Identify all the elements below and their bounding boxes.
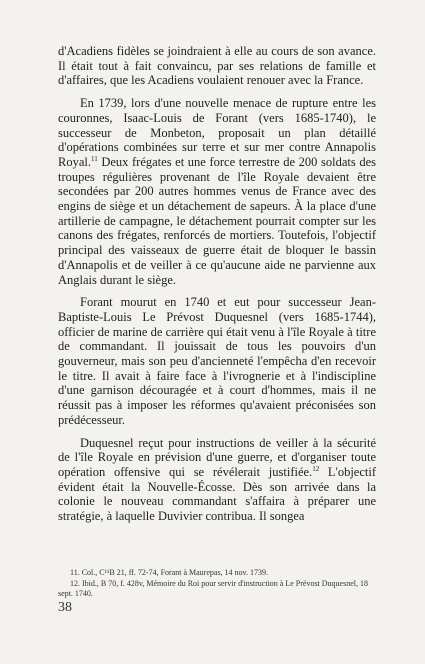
page-number: 38 — [58, 600, 72, 615]
paragraph-2 — [58, 96, 376, 287]
paragraph-4-rest: L'objectif évident était la Nouvelle-Écosse. Dès son arrivée dans la colonie le nouveau commandant s'affaira à préparer une stratégie, à laquelle Duvivier contribua. Il songea — [58, 464, 376, 524]
paragraph-2-rest: Deux frégates et une force terrestre de 200 soldats des troupes régulières provenant de l'île Royale devaient être secondées par 200 autres hommes venus de France avec des engins de siège et un détachement de sapeurs. À la place d'une artillerie de campagne, le détachement pourrait compter sur les canons des frégates, renforcés de mortiers. Toutefois, l'objectif principal des vaisseaux de guerre était de bloquer le bassin d'Annapolis et de veiller à ce qu'aucune aide ne parvienne aux Anglais durant le siège. — [58, 154, 376, 287]
paragraph-3-text: Forant mourut en 1740 et eut pour successeur Jean-Baptiste-Louis Le Prévost Duquesnel (vers 1685-1744), officier de marine de carrière qui était venu à l'île Royale à titre de commandant. Il jouissait de tous les pouvoirs d'un gouverneur, mais son peu d'ancienneté l'empêcha d'en recevoir le titre. Il avait à faire face à l'ivrognerie et à l'indiscipline d'une garnison découragée et à court d'hommes, mais il ne réussit pas à imposer les réformes qu'avaient préconisées son prédécesseur. — [58, 295, 376, 427]
paragraph-4 — [58, 436, 376, 524]
footnotes — [58, 568, 376, 600]
paragraph-2-text: En 1739, lors d'une nouvelle menace de rupture entre les couronnes, Isaac-Louis de Forant (vers 1685-1740), le successeur de Monbeton, proposait un plan détaillé d'opérations combinées sur terre et sur mer contre Annapolis Royal. — [58, 96, 376, 169]
footnote-ref-12[interactable]: 12 — [312, 464, 320, 473]
paragraph-4-text: Duquesnel reçut pour instructions de veiller à la sécurité de l'île Royale en prévision d'une guerre, et d'organiser toute opération offensive qui se révélerait justifiée. — [58, 435, 376, 479]
paragraph-3 — [58, 295, 376, 427]
footnote-11: 11. Col., C¹¹B 21, ff. 72-74, Forant à Maurepas, 14 nov. 1739. — [70, 568, 269, 577]
paragraph-1 — [58, 44, 376, 88]
page-body — [58, 44, 376, 532]
paragraph-1-text: d'Acadiens fidèles se joindraient à elle au cours de son avance. Il était tout à fait convaincu, par ses relations de famille et d'affaires, que les Acadiens voulaient renouer avec la France. — [58, 44, 376, 88]
footnote-ref-11[interactable]: 11 — [90, 154, 98, 163]
footnote-12: 12. Ibid., B 70, f. 428v, Mémoire du Roi pour servir d'instruction à Le Prévost Duquesnel, 18 sept. 1740. — [58, 578, 368, 598]
